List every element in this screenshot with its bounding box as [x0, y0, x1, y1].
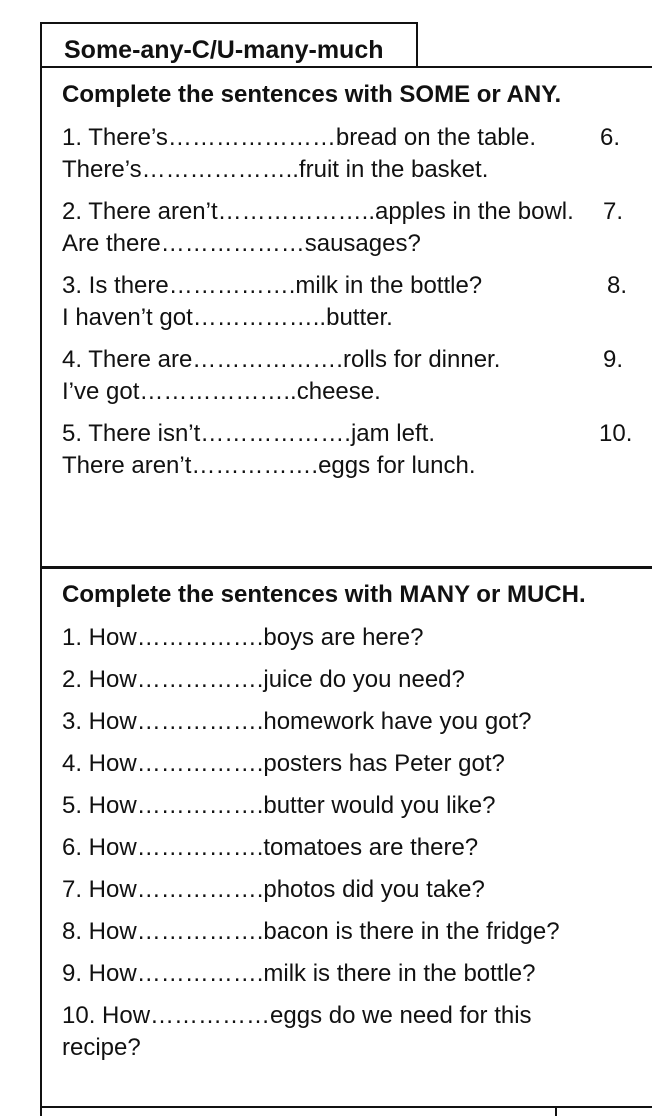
title-box	[40, 22, 418, 66]
some-any-item-3	[62, 270, 482, 334]
some-any-item-1	[62, 122, 536, 186]
sentence-line: I’ve got………………..cheese.	[62, 378, 381, 405]
sentence-line: I haven’t got……………..butter.	[62, 304, 393, 331]
sentence-line: 1. There’s…………………bread on the table.	[62, 124, 536, 151]
some-any-item-2	[62, 196, 574, 260]
many-much-item-4: 4. How…………….posters has Peter got?	[62, 750, 505, 777]
some-any-instruction: Complete the sentences with SOME or ANY.	[62, 81, 562, 108]
many-much-item-8: 8. How…………….bacon is there in the fridge?	[62, 918, 560, 945]
sentence-line: 3. Is there…………….milk in the bottle?	[62, 272, 483, 299]
many-much-item-2: 2. How…………….juice do you need?	[62, 666, 465, 693]
some-any-section	[62, 80, 642, 540]
item-number: 7.	[603, 198, 624, 225]
many-much-item-6: 6. How…………….tomatoes are there?	[62, 834, 479, 861]
item-number: 10.	[599, 420, 633, 447]
sentence-line: There aren’t…………….eggs for lunch.	[62, 452, 476, 479]
worksheet-title: Some-any-C/U-many-much	[64, 36, 384, 64]
many-much-item-5: 5. How…………….butter would you like?	[62, 792, 496, 819]
many-much-item-3: 3. How…………….homework have you got?	[62, 708, 532, 735]
section-divider	[40, 566, 652, 569]
bottom-tab-edge	[555, 1106, 557, 1116]
many-much-item-9: 9. How…………….milk is there in the bottle?	[62, 960, 536, 987]
item-number: 9.	[603, 346, 624, 373]
some-any-item-4	[62, 344, 500, 408]
sentence-line: Are there………………sausages?	[62, 230, 421, 257]
sentence-line: There’s………………..fruit in the basket.	[62, 156, 489, 183]
top-divider	[40, 66, 652, 68]
left-border	[40, 22, 42, 1116]
item-number: 8.	[607, 272, 628, 299]
many-much-item-1: 1. How…………….boys are here?	[62, 624, 424, 651]
sentence-line: 5. There isn’t……………….jam left.	[62, 420, 435, 447]
some-any-item-5	[62, 418, 476, 482]
many-much-item-10-continued: recipe?	[62, 1034, 141, 1061]
many-much-item-10: 10. How……………eggs do we need for this	[62, 1002, 532, 1029]
sentence-line: 2. There aren’t………………..apples in the bowl.	[62, 198, 574, 225]
bottom-divider	[40, 1106, 652, 1108]
many-much-section	[62, 580, 642, 1080]
item-number: 6.	[600, 124, 621, 151]
sentence-line: 4. There are……………….rolls for dinner.	[62, 346, 501, 373]
many-much-item-7: 7. How…………….photos did you take?	[62, 876, 485, 903]
many-much-instruction: Complete the sentences with MANY or MUCH.	[62, 581, 586, 608]
